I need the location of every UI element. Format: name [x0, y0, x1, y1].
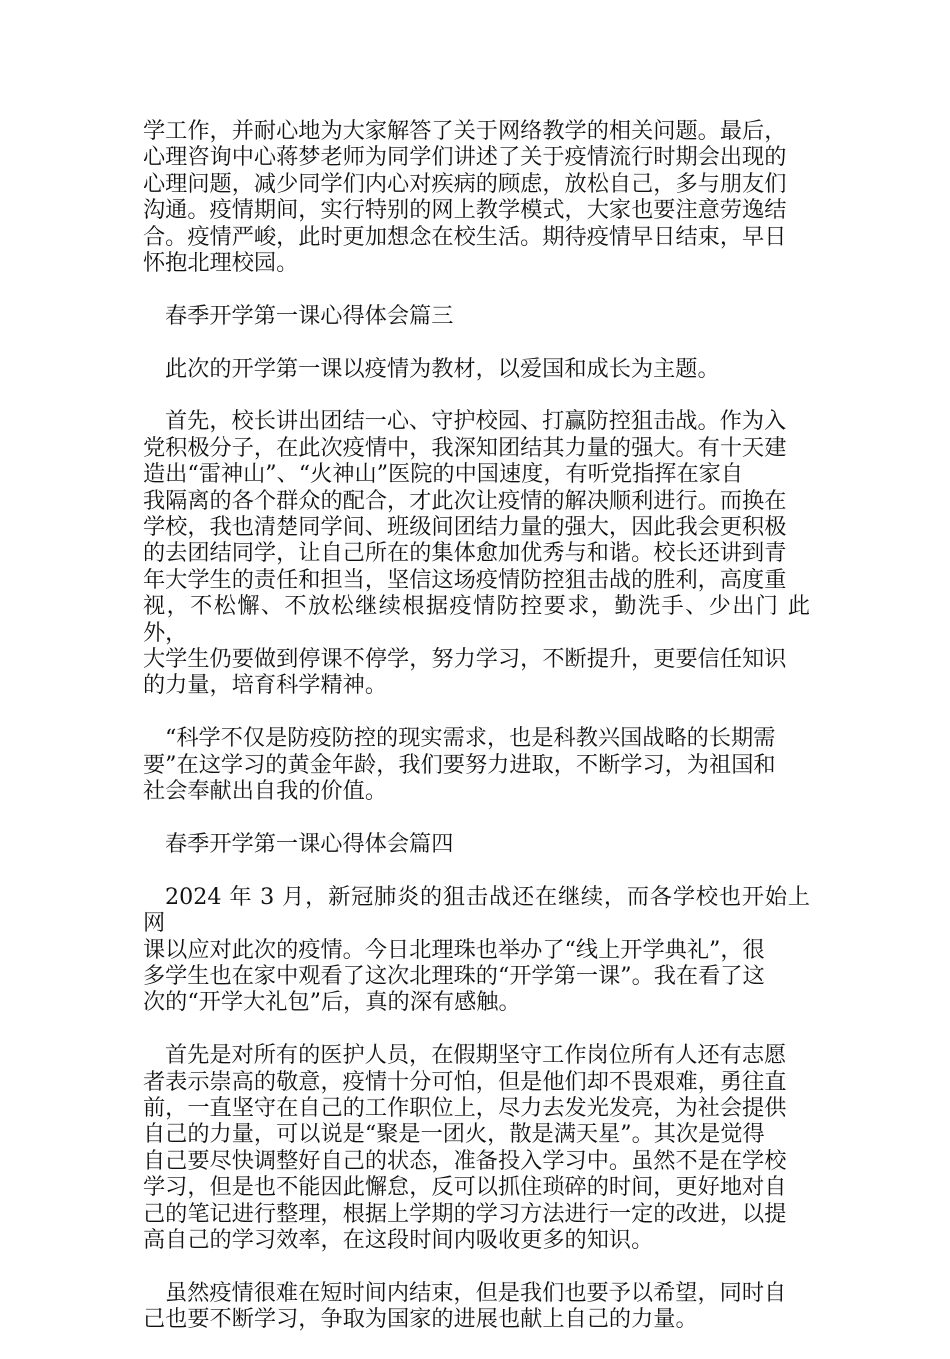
paragraph-science-quote: “科学不仅是防疫防控的现实需求，也是科教兴国战略的长期需 要”在这学习的黄金年龄，我们要努力进取，不断学习，为祖国和 社会奉献出自我的价值。 [143, 725, 776, 805]
paragraph-intro-continuation: 学工作，并耐心地为大家解答了关于网络教学的相关问题。最后， 心理咨询中心蒋梦老师为同学们讲述了关于疫情流行时期会出现的 心理问题，减少同学们内心对疾病的顾虑，放松自己，多与朋友们 沟通。疫情期间，实行特别的网上教学模式，大家也要注意劳逸结 合。疫情严峻，此时更加想念在校生活。期待疫情早日结束，早日 怀抱北理校园。 [143, 118, 787, 277]
paragraph-principal-speech: 首先，校长讲出团结一心、守护校园、打赢防控狙击战。作为入 党积极分子，在此次疫情中，我深知团结其力量的强大。有十天建 造出“雷神山”、“火神山”医院的中国速度，有听党指挥在家自 我隔离的各个群众的配合，才此次让疫情的解决顺利进行。而换在 学校，我也清楚同学间、班级间团结力量的强大，因此我会更积极 的去团结同学，让自己所在的集体愈加优秀与和谐。校长还讲到青 年大学生的责任和担当，坚信这场疫情防控狙击战的胜利，高度重 视，不松懈、不放松继续根据疫情防控要求，勤洗手、少出门 此外， 大学生仍要做到停课不停学，努力学习，不断提升，更要信任知识 的力量，培育科学精神。 [143, 408, 810, 699]
section-heading-part-four: 春季开学第一课心得体会篇四 [165, 830, 454, 857]
paragraph-medical-staff: 首先是对所有的医护人员，在假期坚守工作岗位所有人还有志愿 者表示崇高的敬意，疫情十分可怕，但是他们却不畏艰难，勇往直 前，一直坚守在自己的工作职位上，尽力去发光发亮，为社会提供 自己的力量，可以说是“聚是一团火，散是满天星”。其次是觉得 自己要尽快调整好自己的状态，准备投入学习中。虽然不是在学校 学习，但是也不能因此懈怠，反可以抓住琐碎的时间，更好地对自 己的笔记进行整理，根据上学期的学习方法进行一定的改进，以提 高自己的学习效率，在这段时间内吸收更多的知识。 [143, 1042, 787, 1253]
paragraph-hope: 虽然疫情很难在短时间内结束，但是我们也要予以希望，同时自 己也要不断学习，争取为国家的进展也献上自己的力量。 [143, 1279, 787, 1333]
paragraph-theme: 此次的开学第一课以疫情为教材，以爱国和成长为主题。 [165, 355, 720, 382]
document-page [143, 118, 810, 1359]
paragraph-online-opening: 2024 年 3 月，新冠肺炎的狙击战还在继续，而各学校也开始上网 课以应对此次的疫情。今日北理珠也举办了“线上开学典礼”，很 多学生也在家中观看了这次北理珠的“开学第一课”。我在看了这 次的“开学大礼包”后，真的深有感触。 [143, 883, 810, 1016]
section-heading-part-three: 春季开学第一课心得体会篇三 [165, 302, 454, 329]
